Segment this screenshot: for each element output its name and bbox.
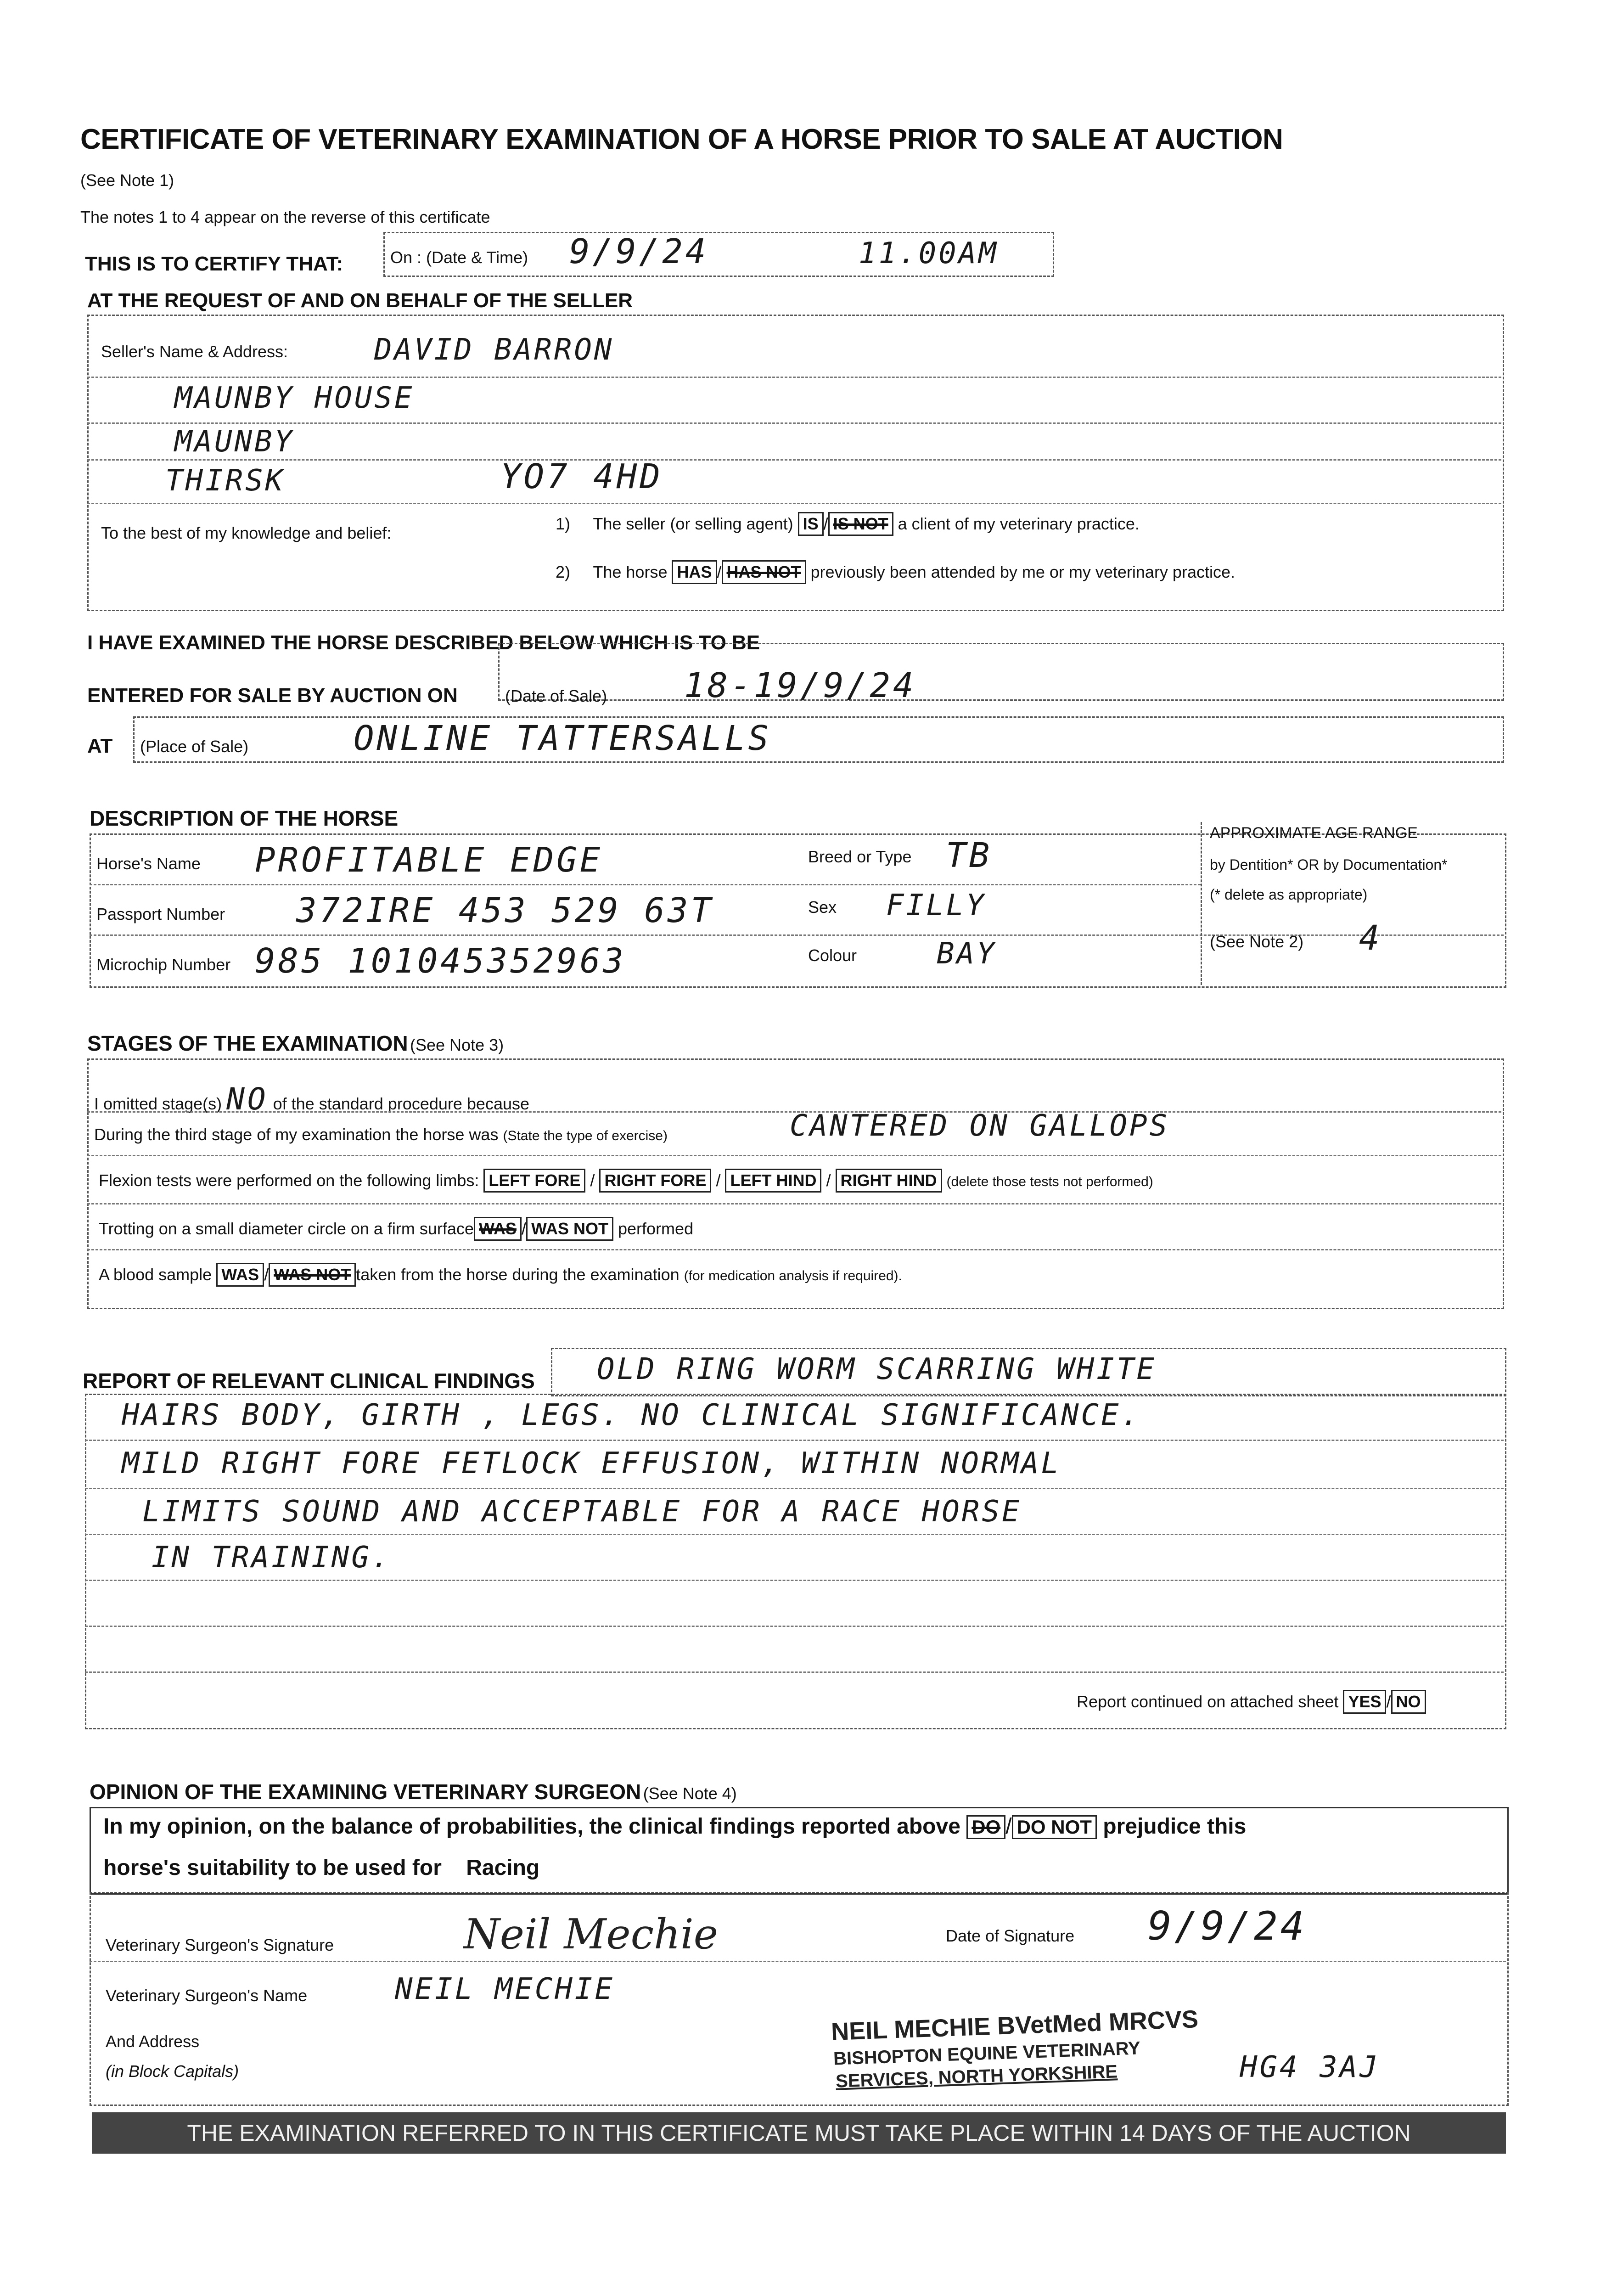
seller-address-line3: THIRSK: [165, 464, 286, 498]
flexion-left-fore: LEFT FORE: [483, 1169, 585, 1193]
report-line-3: MILD RIGHT FORE FETLOCK EFFUSION, WITHIN NORMAL: [122, 1446, 1061, 1480]
description-title: DESCRIPTION OF THE HORSE: [90, 806, 399, 830]
opinion-do-not-option: DO NOT: [1012, 1815, 1097, 1839]
report-line-4: LIMITS SOUND AND ACCEPTABLE FOR A RACE HORSE: [142, 1495, 1022, 1529]
age-value: 4: [1359, 918, 1382, 958]
opinion-text-line1: In my opinion, on the balance of probabilities, the clinical findings reported above DO / DO NOT prejudice this: [103, 1814, 1247, 1839]
colour-label: Colour: [808, 946, 857, 965]
breed-label: Breed or Type: [808, 847, 912, 866]
surgeon-name-label: Veterinary Surgeon's Name: [106, 1986, 308, 2005]
report-title: REPORT OF RELEVANT CLINICAL FINDINGS: [83, 1369, 535, 1393]
opinion-do-option: DO: [966, 1815, 1005, 1839]
sex-value: FILLY: [886, 889, 986, 923]
flexion-right-hind: RIGHT HIND: [836, 1169, 942, 1193]
continued-no-option: NO: [1391, 1690, 1426, 1714]
exam-time: 11.00AM: [859, 236, 999, 270]
age-by: by Dentition* OR by Documentation*: [1210, 856, 1448, 873]
surgeon-name: NEIL MECHIE: [395, 1972, 615, 2006]
blood-was-option: WAS: [216, 1263, 264, 1287]
stamp-line2: BISHOPTON EQUINE VETERINARY: [833, 2038, 1141, 2069]
notes-line: The notes 1 to 4 appear on the reverse of this certificate: [80, 208, 490, 226]
opinion-heading: OPINION OF THE EXAMINING VETERINARY SURGEON (See Note 4): [90, 1780, 737, 1804]
horse-name: PROFITABLE EDGE: [255, 840, 603, 880]
third-stage-value: CANTERED ON GALLOPS: [790, 1109, 1170, 1143]
horse-name-label: Horse's Name: [96, 854, 201, 873]
trot-was-option: WAS: [474, 1217, 522, 1241]
report-continued-row: Report continued on attached sheet YES / NO: [1077, 1690, 1426, 1714]
knowledge-label: To the best of my knowledge and belief:: [101, 523, 392, 542]
seller-address-line2: MAUNBY: [174, 425, 295, 459]
sale-place: ONLINE TATTERSALLS: [354, 719, 771, 758]
address-label: And Address: [106, 2032, 200, 2051]
colour-value: BAY: [937, 937, 997, 971]
report-line-2: HAIRS BODY, GIRTH , LEGS. NO CLINICAL SIGNIFICANCE.: [122, 1398, 1141, 1432]
certificate-title: CERTIFICATE OF VETERINARY EXAMINATION OF A HORSE PRIOR TO SALE AT AUCTION: [80, 124, 1283, 155]
seller-label: Seller's Name & Address:: [101, 342, 288, 361]
third-stage-row: During the third stage of my examination the horse was (State the type of exercise): [94, 1125, 668, 1144]
footer-banner: THE EXAMINATION REFERRED TO IN THIS CERTIFICATE MUST TAKE PLACE WITHIN 14 DAYS OF THE AUCTION: [92, 2112, 1506, 2154]
flexion-right-fore: RIGHT FORE: [599, 1169, 711, 1193]
has-option: HAS: [672, 560, 717, 584]
request-label: AT THE REQUEST OF AND ON BEHALF OF THE SELLER: [87, 289, 633, 312]
is-option: IS: [798, 512, 824, 536]
age-note: (See Note 2): [1210, 932, 1304, 951]
continued-yes-option: YES: [1343, 1690, 1386, 1714]
examined-label: I HAVE EXAMINED THE HORSE DESCRIBED BELOW WHICH IS TO BE: [87, 631, 760, 654]
blood-sample-row: A blood sample WAS / WAS NOT taken from the horse during the examination (for medication analysis if required).: [99, 1263, 902, 1287]
at-label: AT: [87, 735, 113, 757]
exam-date: 9/9/24: [569, 232, 709, 271]
flexion-left-hind: LEFT HIND: [725, 1169, 821, 1193]
blood-was-not-option: WAS NOT: [269, 1263, 356, 1287]
seller-address-line1: MAUNBY HOUSE: [174, 381, 415, 415]
sale-place-box: [133, 716, 1504, 763]
see-note-1: (See Note 1): [80, 171, 174, 190]
stages-heading: STAGES OF THE EXAMINATION (See Note 3): [87, 1031, 504, 1055]
microchip-label: Microchip Number: [96, 955, 231, 974]
signature-date: 9/9/24: [1148, 1903, 1307, 1949]
is-not-option: IS NOT: [828, 512, 893, 536]
omitted-value: NO: [226, 1081, 269, 1117]
sale-date: 18-19/9/24: [684, 666, 916, 705]
trotting-row: Trotting on a small diameter circle on a firm surface WAS / WAS NOT performed: [99, 1217, 693, 1241]
signature-label: Veterinary Surgeon's Signature: [106, 1936, 334, 1954]
surgeon-postcode: HG4 3AJ: [1240, 2050, 1380, 2084]
report-line-1: OLD RING WORM SCARRING WHITE: [597, 1352, 1157, 1386]
trot-was-not-option: WAS NOT: [526, 1217, 613, 1241]
flexion-row: Flexion tests were performed on the following limbs: LEFT FORE / RIGHT FORE / LEFT HIND / RIGHT HIND (delete those tests not performed): [99, 1169, 1153, 1193]
sale-place-label: (Place of Sale): [140, 737, 249, 756]
stamp-line3: SERVICES, NORTH YORKSHIRE: [835, 2061, 1118, 2092]
certify-label: THIS IS TO CERTIFY THAT:: [85, 253, 343, 275]
stamp-line1: NEIL MECHIE BVetMed MRCVS: [831, 2005, 1199, 2046]
age-delete: (* delete as appropriate): [1210, 886, 1368, 903]
seller-postcode: YO7 4HD: [500, 457, 663, 496]
on-date-time-label: On : (Date & Time): [390, 248, 528, 267]
report-line-5: IN TRAINING.: [152, 1541, 392, 1575]
attended-statement: 2) The horse HAS / HAS NOT previously been attended by me or my veterinary practice.: [556, 560, 1235, 584]
microchip-number: 985 101045352963: [255, 941, 626, 981]
omitted-row: I omitted stage(s) NO of the standard procedure because: [94, 1081, 530, 1117]
sale-date-box: [498, 643, 1504, 701]
opinion-text-line2: horse's suitability to be used for Racing: [103, 1856, 540, 1880]
has-not-option: HAS NOT: [722, 560, 806, 584]
passport-label: Passport Number: [96, 905, 225, 923]
opinion-title: OPINION OF THE EXAMINING VETERINARY SURGEON: [90, 1780, 641, 1804]
surgeon-signature: Neil Mechie: [464, 1910, 719, 1958]
passport-number: 372IRE 453 529 63T: [296, 891, 714, 930]
client-statement: 1) The seller (or selling agent) IS / IS NOT a client of my veterinary practice.: [556, 512, 1140, 536]
entered-for-sale-label: ENTERED FOR SALE BY AUCTION ON: [87, 684, 458, 707]
sex-label: Sex: [808, 898, 837, 917]
seller-name: DAVID BARRON: [374, 333, 614, 367]
sale-date-label: (Date of Sale): [505, 687, 607, 705]
stages-title: STAGES OF THE EXAMINATION: [87, 1031, 408, 1055]
address-hint: (in Block Capitals): [106, 2062, 239, 2081]
age-title: APPROXIMATE AGE RANGE: [1210, 824, 1418, 842]
signature-date-label: Date of Signature: [946, 1926, 1075, 1945]
opinion-purpose: Racing: [466, 1856, 540, 1880]
breed-value: TB: [946, 836, 993, 875]
